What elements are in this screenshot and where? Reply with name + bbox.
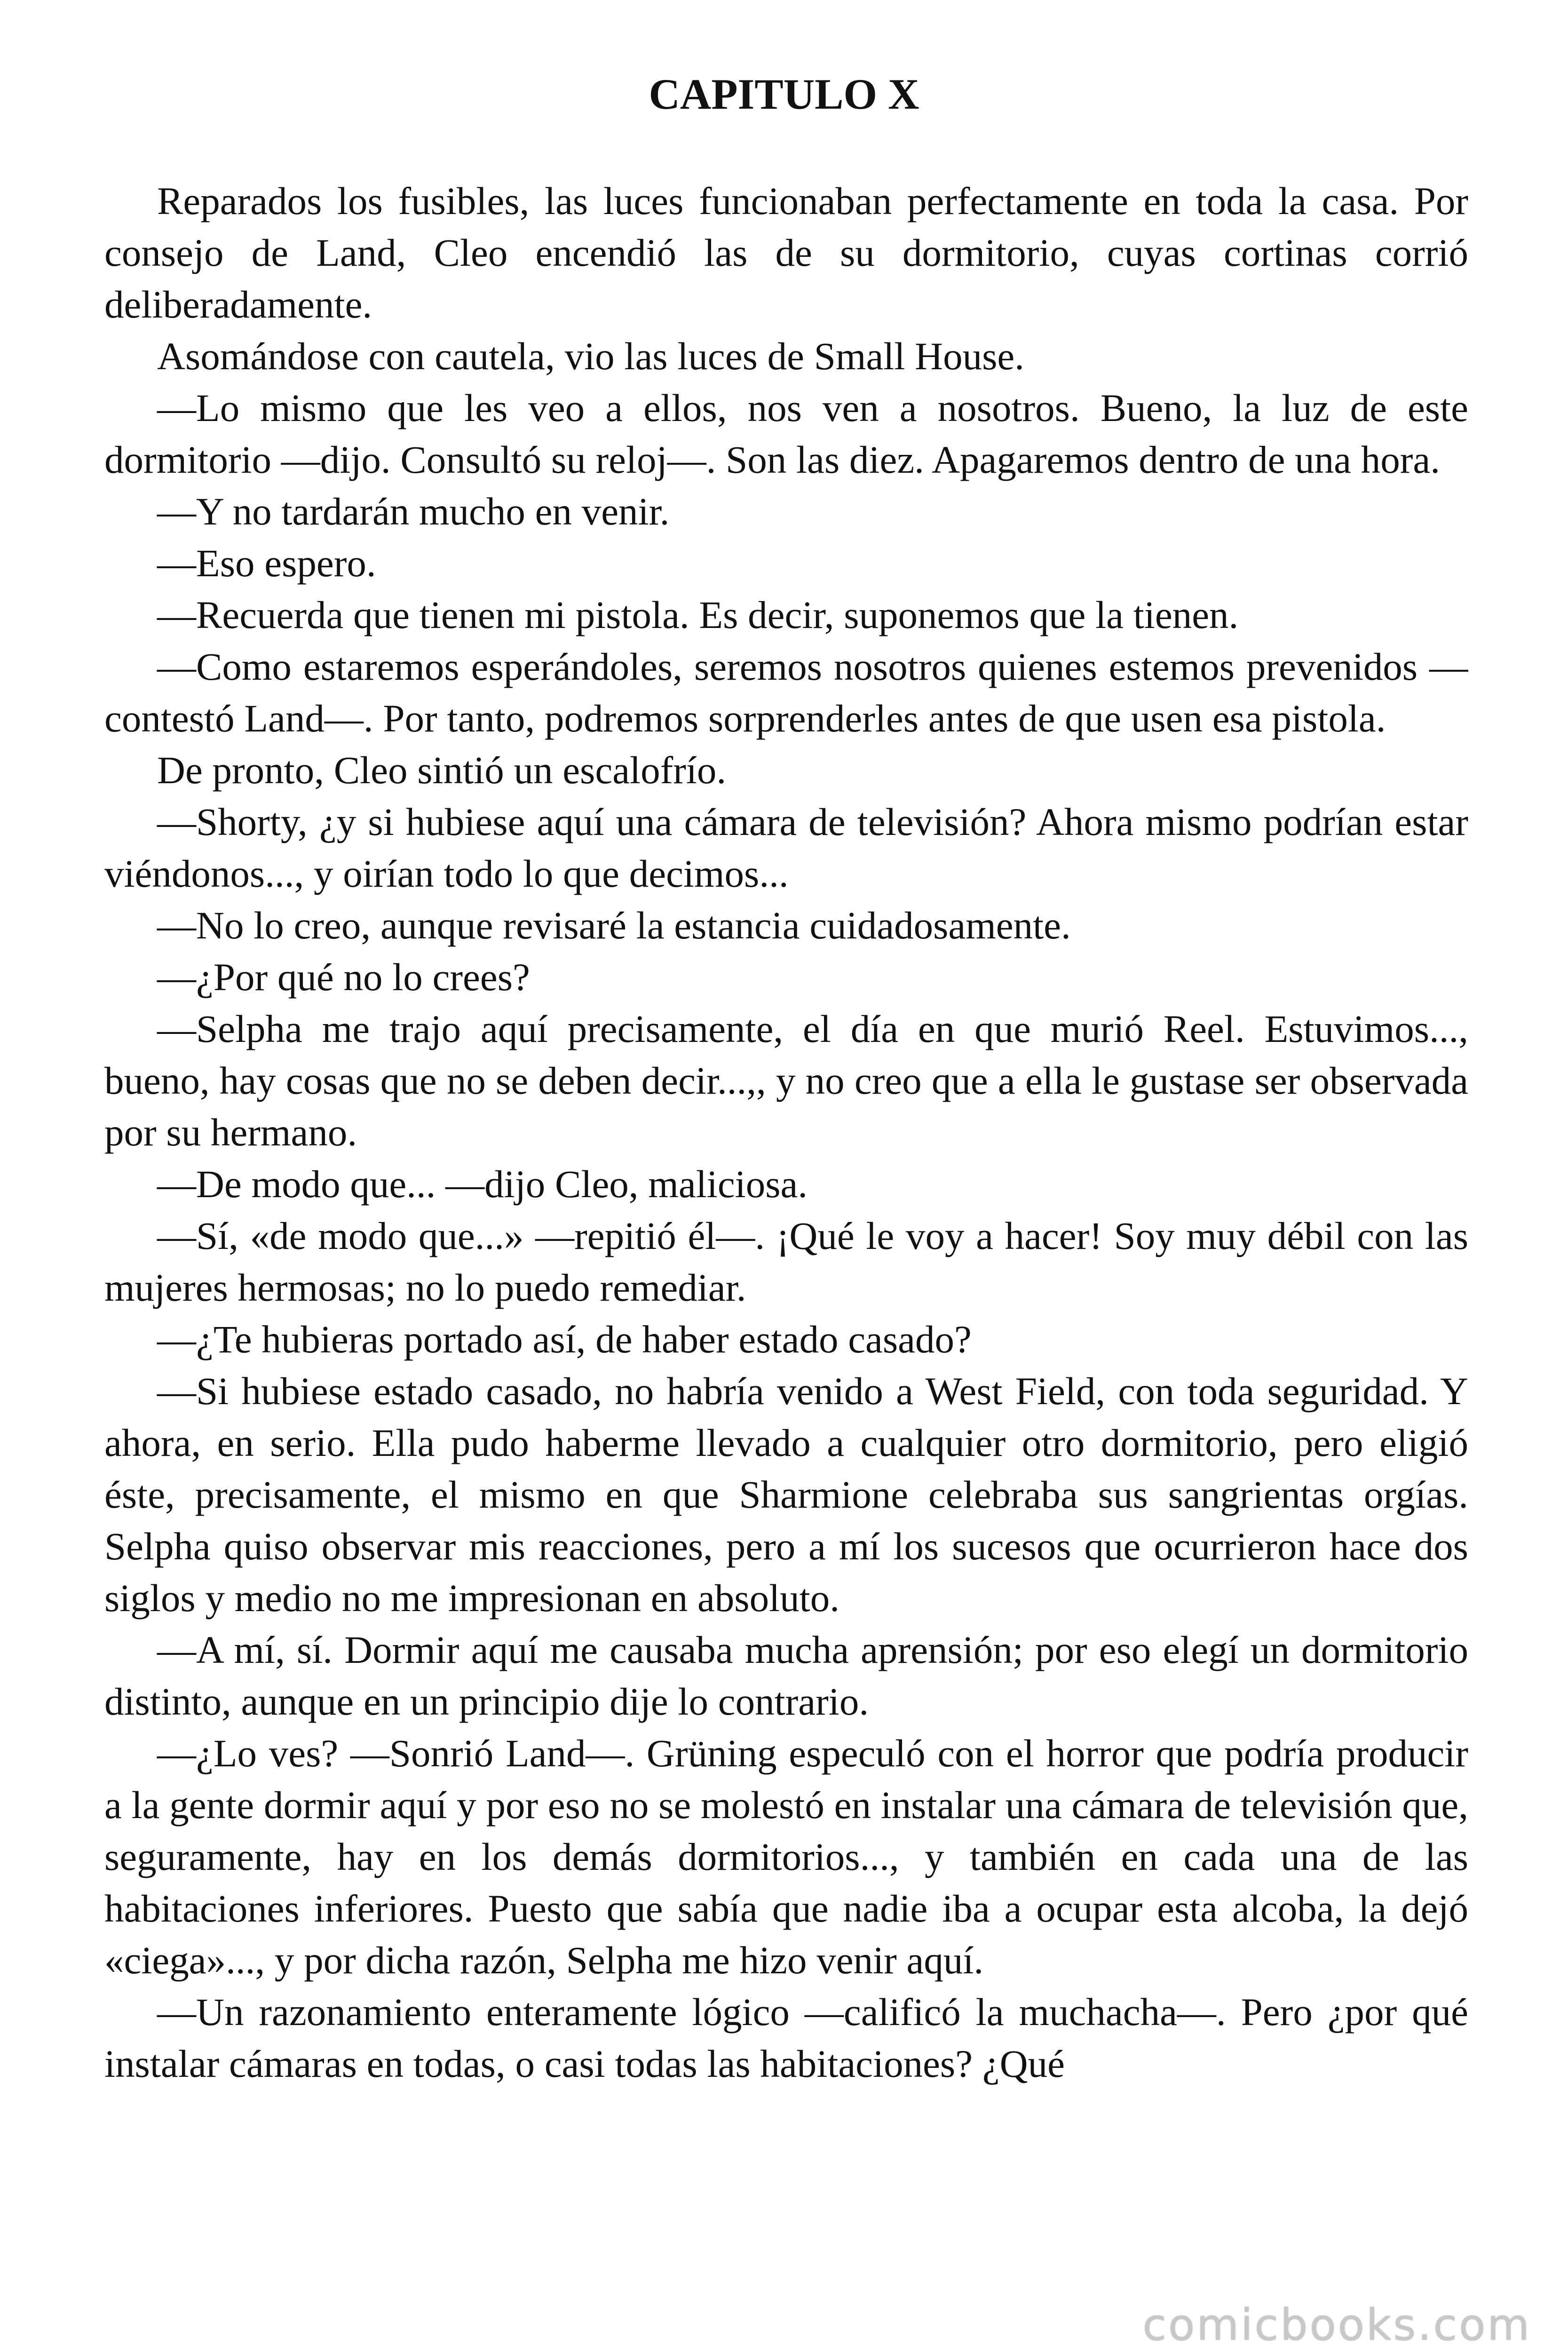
chapter-title: CAPITULO X	[649, 70, 919, 118]
paragraph: —No lo creo, aunque revisaré la estancia cuidadosamente.	[157, 904, 1071, 947]
paragraph: —¿Te hubieras portado así, de haber estado casado?	[157, 1318, 972, 1361]
paragraph: —Shorty, ¿y si hubiese aquí una cámara de televisión? Ahora mismo podrían estar viéndonos..., y oirían todo lo que decimos...	[104, 800, 1468, 895]
paragraph: —¿Lo ves? —Sonrió Land—. Grüning especuló con el horror que podría producir a la gente dormir aquí y por eso no se molestó en instalar una cámara de televisión que, seguramente, hay en los demás dormitorios..., y también en cada una de las habitaciones inferiores. Puesto que sabía que nadie iba a ocupar esta alcoba, la dejó «ciega»..., y por dicha razón, Selpha me hizo venir aquí.	[104, 1732, 1468, 1982]
paragraph: De pronto, Cleo sintió un escalofrío.	[157, 748, 727, 792]
paragraph: —Y no tardarán mucho en venir.	[157, 490, 670, 533]
paragraph: —A mí, sí. Dormir aquí me causaba mucha aprensión; por eso elegí un dormitorio distinto, aunque en un principio dije lo contrario.	[104, 1628, 1468, 1723]
paragraph: —Selpha me trajo aquí precisamente, el día en que murió Reel. Estuvimos..., bueno, hay cosas que no se deben decir...,, y no creo que a ella le gustase ser observada por su hermano.	[104, 1007, 1468, 1154]
site-watermark: comicbooks.com	[1138, 2299, 1536, 2351]
paragraph: —Un razonamiento enteramente lógico —calificó la muchacha—. Pero ¿por qué instalar cámaras en todas, o casi todas las habitaciones? ¿Qué	[104, 1990, 1468, 2085]
paragraph: —Si hubiese estado casado, no habría venido a West Field, con toda seguridad. Y ahora, en serio. Ella pudo haberme llevado a cualquier otro dormitorio, pero eligió éste, precisamente, el mismo en que Sharmione celebraba sus sangrientas orgías. Selpha quiso observar mis reacciones, pero a mí los sucesos que ocurrieron hace dos siglos y medio no me impresionan en absoluto.	[104, 1369, 1468, 1620]
paragraph: —Sí, «de modo que...» —repitió él—. ¡Qué le voy a hacer! Soy muy débil con las mujeres hermosas; no lo puedo remediar.	[104, 1214, 1468, 1309]
paragraph: —Lo mismo que les veo a ellos, nos ven a nosotros. Bueno, la luz de este dormitorio —dijo. Consultó su reloj—. Son las diez. Apagaremos dentro de una hora.	[104, 386, 1468, 481]
paragraph: —¿Por qué no lo crees?	[157, 955, 530, 999]
paragraph: —Eso espero.	[157, 541, 376, 585]
chapter-body	[104, 175, 1468, 2339]
paragraph: —Como estaremos esperándoles, seremos nosotros quienes estemos prevenidos —contestó Land—. Por tanto, podremos sorprenderles antes de que usen esa pistola.	[104, 645, 1468, 740]
paragraph: —De modo que... —dijo Cleo, maliciosa.	[157, 1162, 808, 1206]
paragraph: Reparados los fusibles, las luces funcionaban perfectamente en toda la casa. Por consejo de Land, Cleo encendió las de su dormitorio, cuyas cortinas corrió deliberadamente.	[104, 179, 1468, 326]
paragraph: Asomándose con cautela, vio las luces de Small House.	[157, 334, 1024, 378]
paragraph: —Recuerda que tienen mi pistola. Es decir, suponemos que la tienen.	[157, 593, 1239, 636]
